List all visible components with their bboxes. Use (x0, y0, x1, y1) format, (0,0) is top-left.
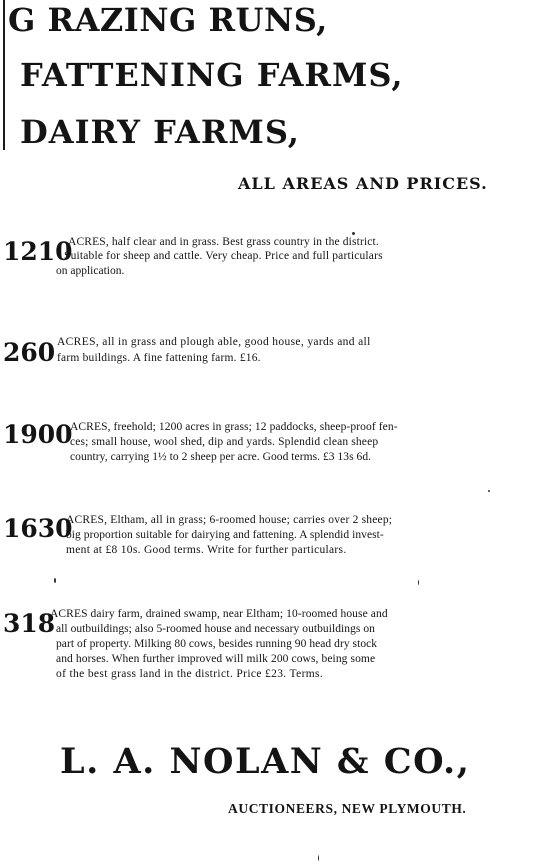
listing-number: 1210 (3, 237, 73, 266)
listing-line: of the best grass land in the district. Price £23. Terms. (56, 668, 324, 680)
subheading: ALL AREAS AND PRICES. (238, 174, 488, 193)
listing-line: and horses. When further improved will milk 200 cows, being some (56, 653, 376, 665)
print-speck (352, 232, 355, 235)
listing-line: Suitable for sheep and cattle. Very cheap. Price and full particulars (64, 250, 383, 262)
listing-number: 260 (3, 338, 56, 367)
listing-number: 318 (3, 609, 56, 638)
headline-grazing-runs: G RAZING RUNS, (8, 1, 328, 39)
listing-line: ACRES, half clear and in grass. Best grass country in the district. (68, 236, 379, 248)
listing-number: 1900 (3, 420, 73, 449)
listing-line: ACRES, freehold; 1200 acres in grass; 12 paddocks, sheep-proof fen- (70, 421, 398, 433)
listing-line: country, carrying 1½ to 2 sheep per acre. Good terms. £3 13s 6d. (70, 451, 372, 463)
print-speck (54, 578, 56, 583)
listing-line: ces; small house, wool shed, dip and yards. Splendid clean sheep (70, 436, 379, 448)
left-border-rule (3, 0, 5, 150)
listing-line: big proportion suitable for dairying and fattening. A splendid invest- (66, 529, 384, 541)
print-speck (488, 490, 490, 492)
headline-fattening-farms: FATTENING FARMS, (20, 56, 404, 94)
listing-line: ACRES, all in grass and plough able, good house, yards and all (57, 336, 371, 348)
firm-subtitle: AUCTIONEERS, NEW PLYMOUTH. (228, 801, 467, 816)
listing-line: part of property. Milking 80 cows, besides running 90 head dry stock (56, 638, 378, 650)
listing-line: ment at £8 10s. Good terms. Write for further particulars. (66, 544, 347, 556)
listing-line: ACRES dairy farm, drained swamp, near Eltham; 10-roomed house and (50, 608, 388, 620)
firm-name: L. A. NOLAN & CO., (60, 741, 471, 782)
listing-number: 1630 (3, 514, 73, 543)
headline-dairy-farms: DAIRY FARMS, (20, 113, 300, 151)
print-speck (318, 855, 319, 861)
print-speck (418, 580, 419, 585)
listing-line: all outbuildings; also 5-roomed house and necessary outbuildings on (56, 623, 375, 635)
listing-line: ACRES, Eltham, all in grass; 6-roomed house; carries over 2 sheep; (66, 514, 393, 526)
listing-line: farm buildings. A fine fattening farm. £16. (57, 352, 261, 364)
listing-line: on application. (56, 265, 125, 277)
